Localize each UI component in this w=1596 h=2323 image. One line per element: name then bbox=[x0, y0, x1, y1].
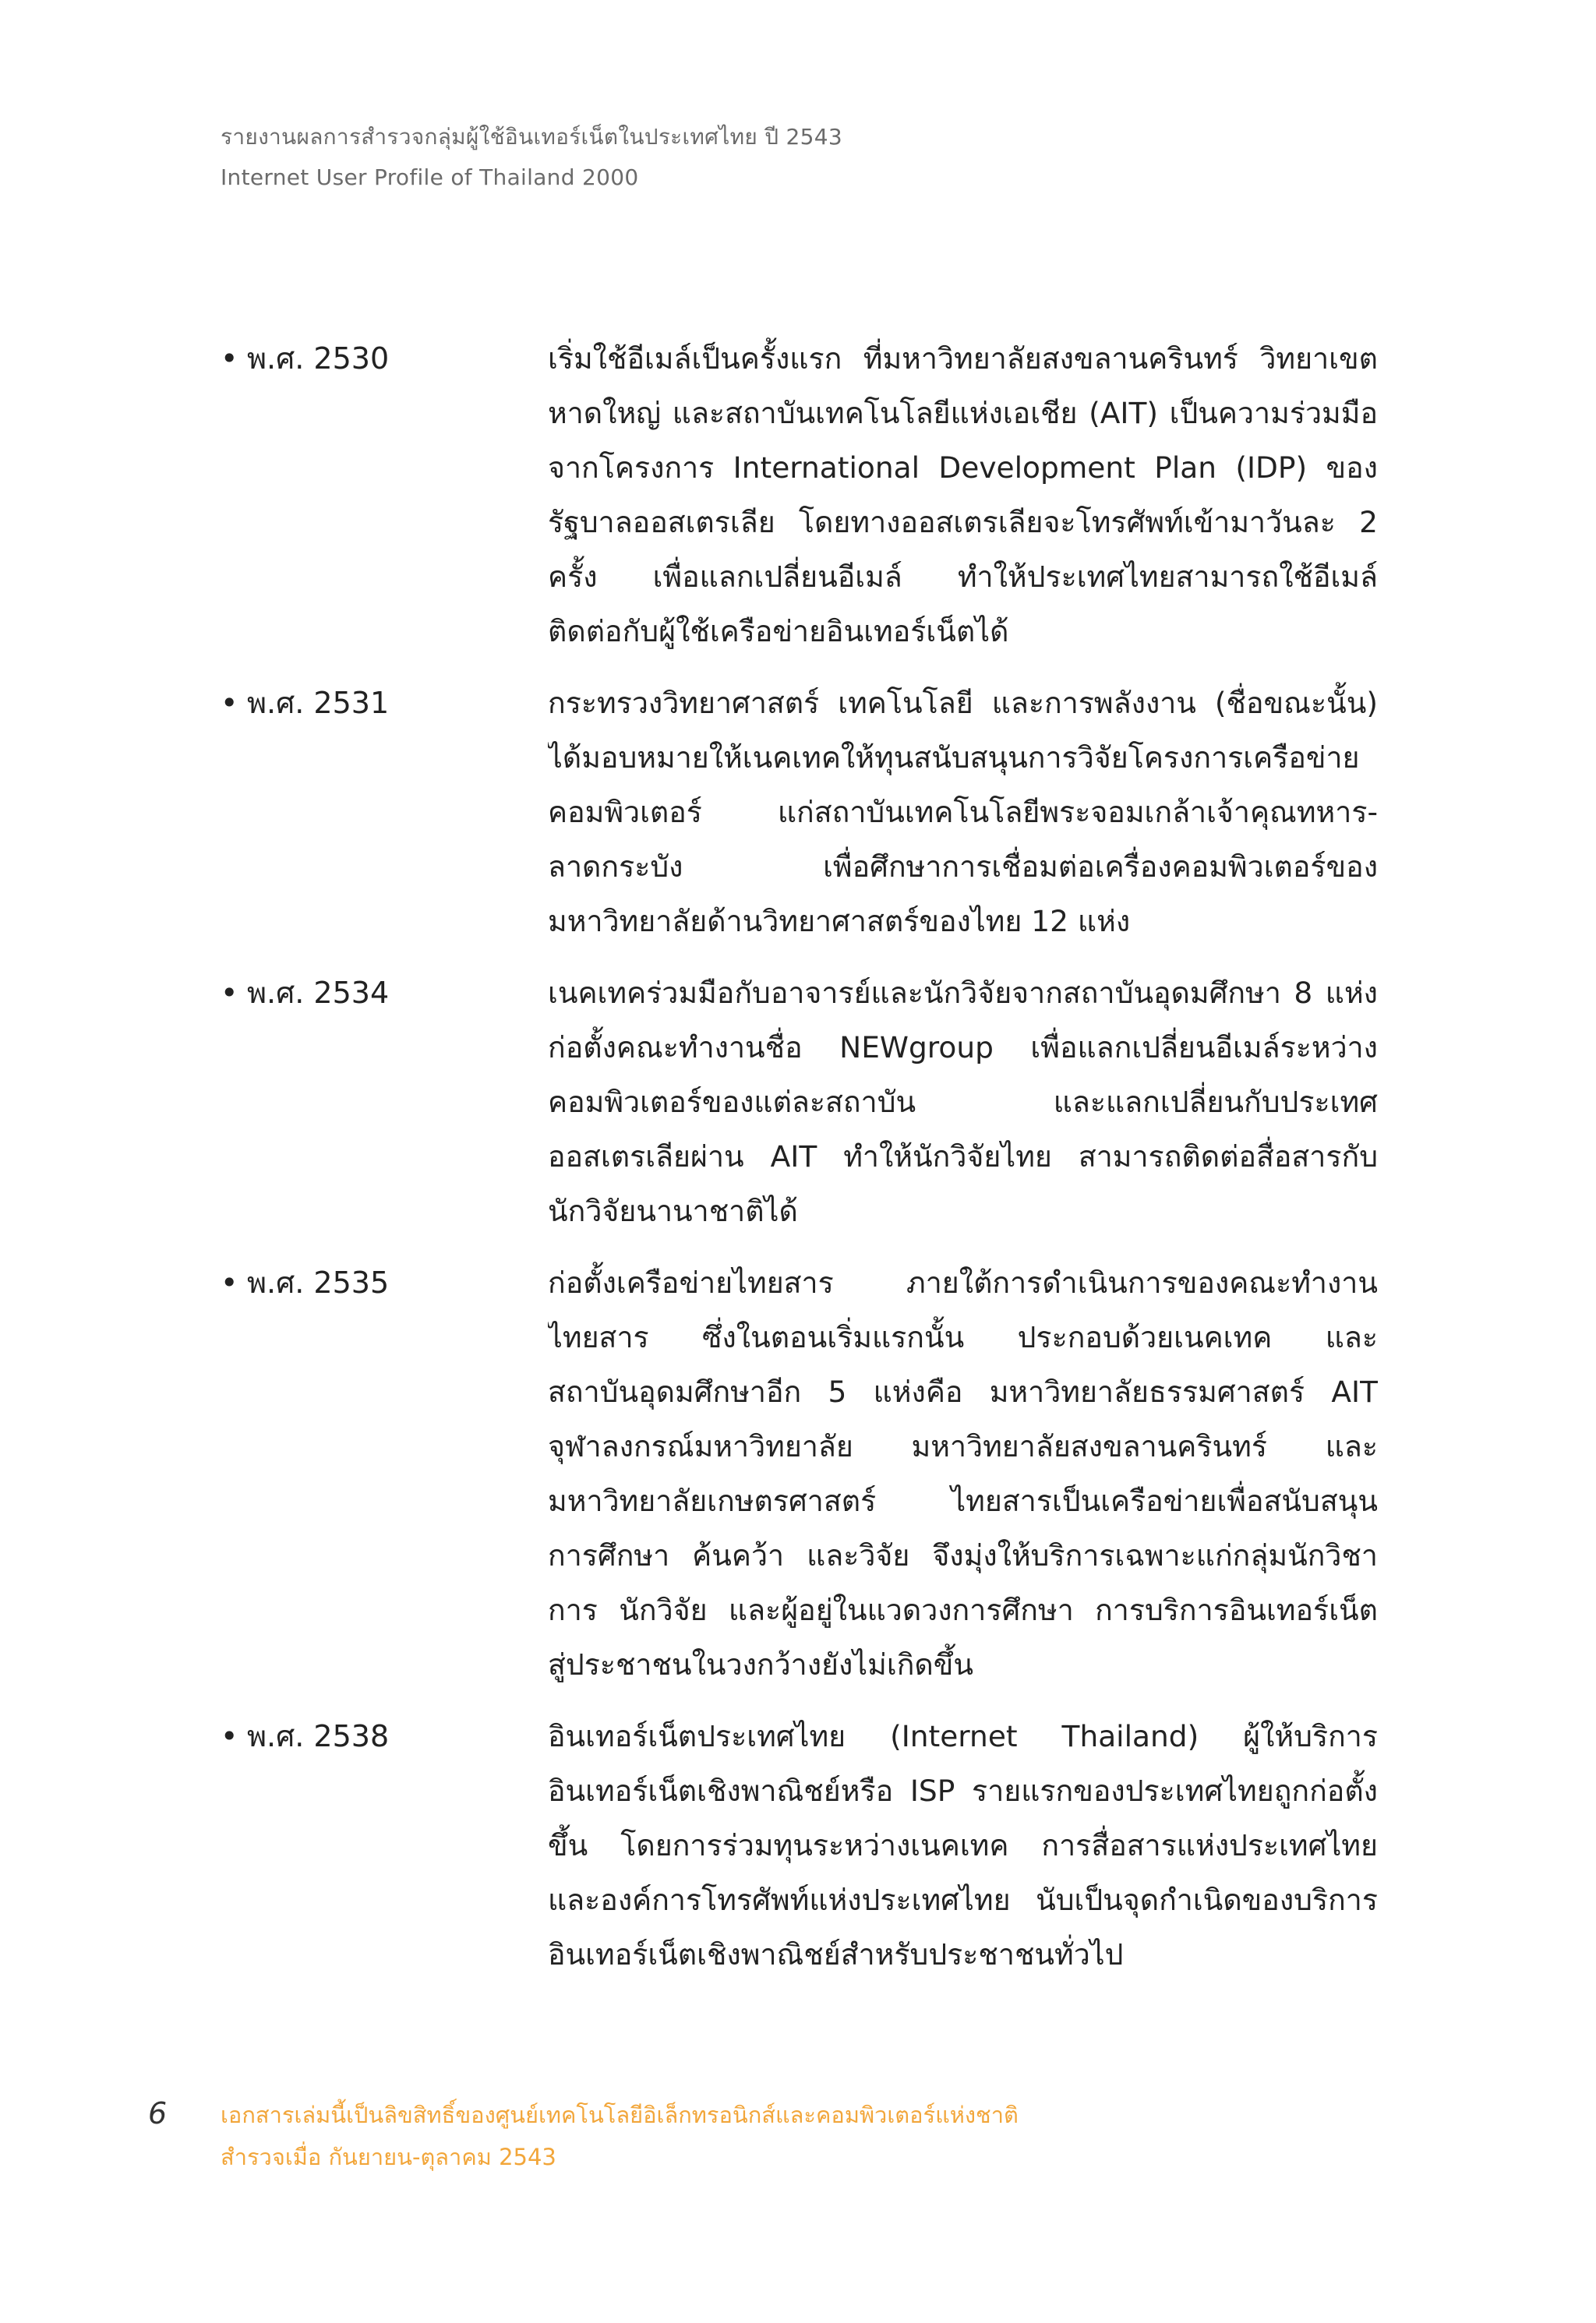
text-line: ออสเตรเลียผ่าน AIT ทำให้นักวิจัยไทย สามารถติดต่อสื่อสารกับ bbox=[548, 1139, 1378, 1174]
timeline-entry bbox=[221, 331, 1378, 658]
timeline-year bbox=[221, 1709, 517, 1763]
text-line: การศึกษา ค้นคว้า และวิจัย จึงมุ่งให้บริการเฉพาะแก่กลุ่มนักวิชา bbox=[548, 1538, 1378, 1573]
history-timeline bbox=[221, 331, 1378, 1999]
page-header bbox=[221, 117, 1389, 198]
text-line: จากโครงการ International Development Plan (IDP) ของ bbox=[548, 450, 1378, 485]
text-line: สถาบันอุดมศึกษาอีก 5 แห่งคือ มหาวิทยาลัยธรรมศาสตร์ AIT bbox=[548, 1375, 1378, 1409]
entry-description bbox=[548, 331, 1378, 658]
text-line: รัฐบาลออสเตรเลีย โดยทางออสเตรเลียจะโทรศัพท์เข้ามาวันละ 2 bbox=[548, 505, 1378, 539]
entry-description bbox=[548, 1255, 1378, 1692]
timeline-entry bbox=[221, 1255, 1378, 1692]
text-line: คอมพิวเตอร์ของแต่ละสถาบัน และแลกเปลี่ยนกับประเทศ bbox=[548, 1085, 1378, 1119]
timeline-entry bbox=[221, 676, 1378, 948]
copyright-notice: เอกสารเล่มนี้เป็นลิขสิทธิ์ของศูนย์เทคโนโลยีอิเล็กทรอนิกส์และคอมพิวเตอร์แห่งชาติ bbox=[221, 2102, 1019, 2128]
bullet-icon: • bbox=[221, 976, 238, 1010]
text-line: อินเทอร์เน็ตเชิงพาณิชย์สำหรับประชาชนทั่วไป bbox=[548, 1937, 1124, 1972]
timeline-year bbox=[221, 331, 517, 386]
text-line: มหาวิทยาลัยด้านวิทยาศาสตร์ของไทย 12 แห่ง bbox=[548, 904, 1131, 938]
text-line: อินเทอร์เน็ตประเทศไทย (Internet Thailand) ผู้ให้บริการ bbox=[548, 1719, 1378, 1753]
survey-period: สำรวจเมื่อ กันยายน-ตุลาคม 2543 bbox=[221, 2144, 556, 2170]
text-line: ติดต่อกับผู้ใช้เครือข่ายอินเทอร์เน็ตได้ bbox=[548, 614, 1009, 648]
text-line: กระทรวงวิทยาศาสตร์ เทคโนโลยี และการพลังงาน (ชื่อขณะนั้น) bbox=[548, 686, 1378, 720]
report-title-thai: รายงานผลการสำรวจกลุ่มผู้ใช้อินเทอร์เน็ตในประเทศไทย ปี 2543 bbox=[221, 124, 842, 150]
text-line: และองค์การโทรศัพท์แห่งประเทศไทย นับเป็นจุดกำเนิดของบริการ bbox=[548, 1883, 1378, 1917]
text-line: อินเทอร์เน็ตเชิงพาณิชย์หรือ ISP รายแรกของประเทศไทยถูกก่อตั้ง bbox=[548, 1774, 1378, 1808]
bullet-icon: • bbox=[221, 1266, 238, 1300]
entry-description bbox=[548, 1709, 1378, 1982]
timeline-entry bbox=[221, 1709, 1378, 1982]
text-line: หาดใหญ่ และสถาบันเทคโนโลยีแห่งเอเชีย (AIT) เป็นความร่วมมือ bbox=[548, 396, 1378, 430]
year-label: พ.ศ. 2538 bbox=[247, 1719, 390, 1753]
year-label: พ.ศ. 2535 bbox=[247, 1266, 390, 1300]
text-line: การ นักวิจัย และผู้อยู่ในแวดวงการศึกษา การบริการอินเทอร์เน็ต bbox=[548, 1593, 1378, 1627]
entry-description bbox=[548, 676, 1378, 948]
text-line: เนคเทคร่วมมือกับอาจารย์และนักวิจัยจากสถาบันอุดมศึกษา 8 แห่ง bbox=[548, 976, 1378, 1010]
year-label: พ.ศ. 2530 bbox=[247, 341, 390, 376]
text-line: ครั้ง เพื่อแลกเปลี่ยนอีเมล์ ทำให้ประเทศไทยสามารถใช้อีเมล์ bbox=[548, 560, 1378, 594]
text-line: ได้มอบหมายให้เนคเทคให้ทุนสนับสนุนการวิจัยโครงการเครือข่าย bbox=[548, 740, 1360, 775]
page-number: 6 bbox=[148, 2096, 168, 2131]
text-line: ก่อตั้งคณะทำงานชื่อ NEWgroup เพื่อแลกเปลี่ยนอีเมล์ระหว่าง bbox=[548, 1030, 1378, 1064]
entry-description bbox=[548, 966, 1378, 1238]
bullet-icon: • bbox=[221, 1719, 238, 1753]
timeline-year bbox=[221, 966, 517, 1020]
footer-text bbox=[221, 2094, 1019, 2178]
text-line: ขึ้น โดยการร่วมทุนระหว่างเนคเทค การสื่อสารแห่งประเทศไทย bbox=[548, 1828, 1378, 1862]
timeline-year bbox=[221, 1255, 517, 1310]
text-line: ไทยสาร ซึ่งในตอนเริ่มแรกนั้น ประกอบด้วยเนคเทค และ bbox=[548, 1320, 1378, 1354]
timeline-year bbox=[221, 676, 517, 730]
text-line: สู่ประชาชนในวงกว้างยังไม่เกิดขึ้น bbox=[548, 1647, 974, 1682]
report-title-english: Internet User Profile of Thailand 2000 bbox=[221, 164, 639, 190]
text-line: ลาดกระบัง เพื่อศึกษาการเชื่อมต่อเครื่องคอมพิวเตอร์ของ bbox=[548, 849, 1378, 884]
text-line: จุฬาลงกรณ์มหาวิทยาลัย มหาวิทยาลัยสงขลานครินทร์ และ bbox=[548, 1429, 1378, 1463]
text-line: นักวิจัยนานาชาติได้ bbox=[548, 1194, 798, 1228]
year-label: พ.ศ. 2531 bbox=[247, 686, 390, 720]
text-line: ก่อตั้งเครือข่ายไทยสาร ภายใต้การดำเนินการของคณะทำงาน bbox=[548, 1266, 1378, 1300]
text-line: มหาวิทยาลัยเกษตรศาสตร์ ไทยสารเป็นเครือข่ายเพื่อสนับสนุน bbox=[548, 1484, 1378, 1518]
bullet-icon: • bbox=[221, 686, 238, 720]
year-label: พ.ศ. 2534 bbox=[247, 976, 390, 1010]
bullet-icon: • bbox=[221, 341, 238, 376]
text-line: เริ่มใช้อีเมล์เป็นครั้งแรก ที่มหาวิทยาลัยสงขลานครินทร์ วิทยาเขต bbox=[548, 341, 1378, 376]
text-line: คอมพิวเตอร์ แก่สถาบันเทคโนโลยีพระจอมเกล้าเจ้าคุณทหาร- bbox=[548, 795, 1378, 829]
timeline-entry bbox=[221, 966, 1378, 1238]
